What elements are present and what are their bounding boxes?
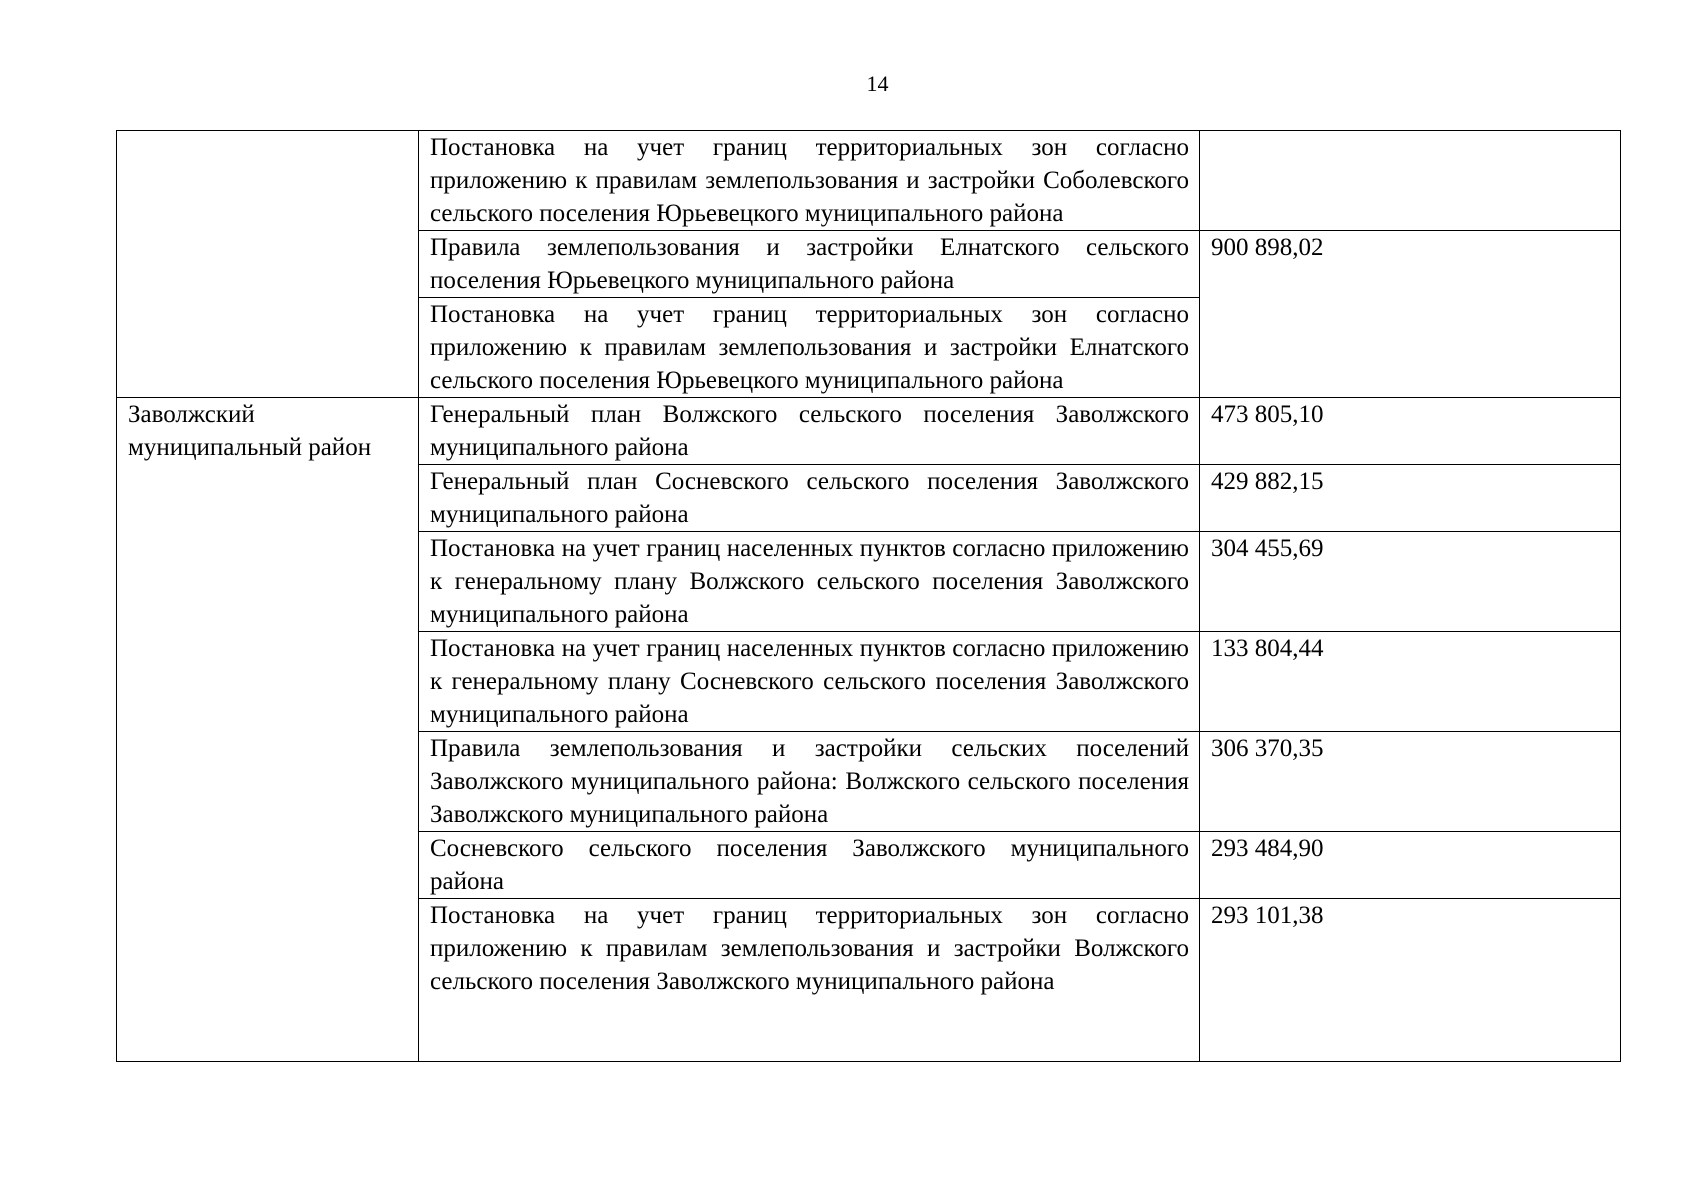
- amount-cell: 133 804,44: [1200, 632, 1621, 732]
- description-cell: Постановка на учет границ населенных пунктов согласно приложению к генеральному плану Сосневского сельского поселения Заволжского муниципального района: [419, 632, 1200, 732]
- amount-cell: 900 898,02: [1200, 231, 1621, 398]
- cost-table: [116, 130, 1621, 1062]
- amount-cell: 304 455,69: [1200, 532, 1621, 632]
- table-row: [117, 131, 1621, 231]
- amount-cell: 473 805,10: [1200, 398, 1621, 465]
- amount-cell: 429 882,15: [1200, 465, 1621, 532]
- description-cell: Постановка на учет границ территориальных зон согласно приложению к правилам землепользования и застройки Елнатского сельского поселения Юрьевецкого муниципального района: [419, 298, 1200, 398]
- description-cell: Генеральный план Сосневского сельского поселения Заволжского муниципального района: [419, 465, 1200, 532]
- district-cell: [117, 131, 419, 398]
- amount-cell: 293 484,90: [1200, 832, 1621, 899]
- amount-cell: 306 370,35: [1200, 732, 1621, 832]
- description-cell: Правила землепользования и застройки сельских поселений Заволжского муниципального района: Волжского сельского поселения Заволжского муниципального района: [419, 732, 1200, 832]
- description-cell: Постановка на учет границ территориальных зон согласно приложению к правилам землепользования и застройки Соболевского сельского поселения Юрьевецкого муниципального района: [419, 131, 1200, 231]
- amount-cell: [1200, 131, 1621, 231]
- district-cell: Заволжский муниципальный район: [117, 398, 419, 1062]
- description-cell: Сосневского сельского поселения Заволжского муниципального района: [419, 832, 1200, 899]
- description-cell: Правила землепользования и застройки Елнатского сельского поселения Юрьевецкого муниципального района: [419, 231, 1200, 298]
- description-cell: Генеральный план Волжского сельского поселения Заволжского муниципального района: [419, 398, 1200, 465]
- table-row: [117, 398, 1621, 465]
- description-cell: Постановка на учет границ населенных пунктов согласно приложению к генеральному плану Волжского сельского поселения Заволжского муниципального района: [419, 532, 1200, 632]
- page-number: 14: [866, 71, 889, 96]
- description-cell: Постановка на учет границ территориальных зон согласно приложению к правилам землепользования и застройки Волжского сельского поселения Заволжского муниципального района: [419, 899, 1200, 1062]
- amount-cell: 293 101,38: [1200, 899, 1621, 1062]
